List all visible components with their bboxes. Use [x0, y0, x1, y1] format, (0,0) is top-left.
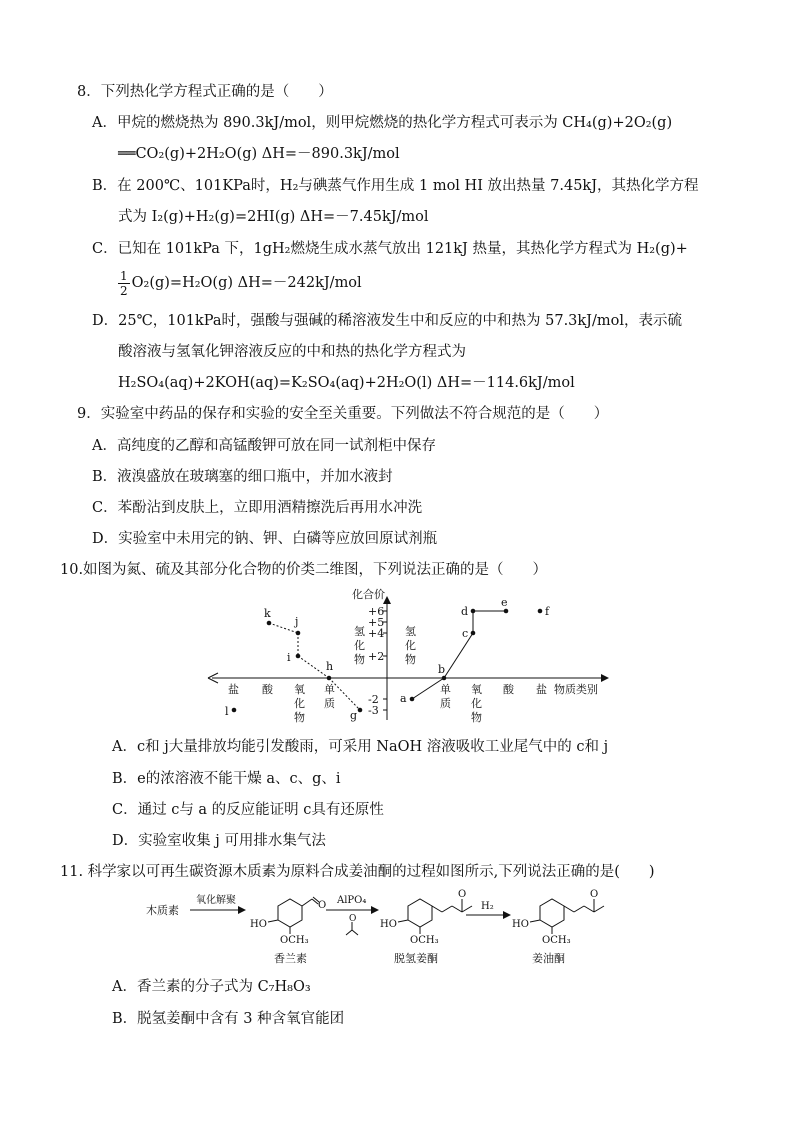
- vanillin-structure: [268, 897, 319, 934]
- hydride-label-left: 氢化物: [354, 625, 365, 666]
- point-g: [358, 708, 363, 713]
- lignin-label: 木质素: [146, 904, 179, 917]
- cat-oxide-left: 氧化物: [294, 683, 305, 724]
- cat-oxide-right: 氧化物: [471, 683, 482, 724]
- point-label-k: k: [264, 607, 271, 620]
- point-label-b: b: [438, 663, 446, 676]
- zingerone-ho: HO: [512, 919, 529, 930]
- point-a: [410, 697, 415, 702]
- dehydrozingerone-o: O: [458, 889, 467, 900]
- point-label-h: h: [326, 660, 334, 673]
- point-label-a: a: [400, 692, 407, 705]
- y-axis-title: 化合价: [352, 588, 385, 601]
- cat-acid-right: 酸: [503, 683, 514, 696]
- y-tick: +4: [368, 627, 385, 640]
- q11-stem: 11. 科学家以可再生碳资源木质素为原料合成姜油酮的过程如图所示,下列说法正确的是( ): [60, 864, 655, 880]
- point-label-g: g: [350, 709, 358, 722]
- zingerone-o: O: [590, 889, 599, 900]
- zingerone-structure: [530, 899, 604, 934]
- q11-option-b: B．脱氢姜酮中含有 3 种含氧官能团: [112, 1011, 345, 1027]
- x-axis-left-arrow: [208, 673, 218, 678]
- zingerone-label: 姜油酮: [532, 952, 565, 965]
- cat-salt-right: 盐: [536, 683, 547, 696]
- q8-option-d-line1: D．25℃，101kPa时，强酸与强碱的稀溶液发生中和反应的中和热为 57.3kJ/mol，表示硫: [92, 313, 683, 329]
- q8-option-c-line2: $\frac{1}{2}$ O₂(g)=H₂O(g) ΔH=－242kJ/mol: [120, 268, 362, 298]
- q8-option-a-line2: ══CO₂(g)+2H₂O(g) ΔH=－890.3kJ/mol: [118, 146, 400, 162]
- q8-option-a-line1: A．甲烷的燃烧热为 890.3kJ/mol，则甲烷燃烧的热化学方程式可表示为 CH₄(g)+2O₂(g): [92, 115, 673, 131]
- point-label-f: f: [545, 605, 550, 618]
- valence-category-diagram: [0, 585, 794, 730]
- point-k: [267, 621, 272, 626]
- point-label-c: c: [462, 627, 469, 640]
- q10-option-b: B．e的浓溶液不能干燥 a、c、g、i: [112, 771, 341, 787]
- cat-element-left: 单质: [324, 683, 335, 710]
- q8-stem: 8．下列热化学方程式正确的是（ ）: [77, 84, 333, 100]
- q10-stem: 10.如图为氮、硫及其部分化合物的价类二维图，下列说法正确的是（ ）: [60, 562, 548, 578]
- point-d: [471, 609, 476, 614]
- acetone-o: O: [349, 914, 357, 924]
- point-b: [442, 676, 447, 681]
- q9-option-c: C．苯酚沾到皮肤上，立即用酒精擦洗后再用水冲洗: [92, 500, 423, 516]
- dehydrozingerone-och3: OCH₃: [410, 935, 439, 946]
- zingerone-och3: OCH₃: [542, 935, 571, 946]
- point-i: [296, 654, 301, 659]
- x-axis-title: 物质类别: [554, 683, 598, 696]
- synthesis-scheme: [0, 884, 794, 968]
- q8-option-d-line3: H₂SO₄(aq)+2KOH(aq)=K₂SO₄(aq)+2H₂O(l) ΔH=－114.6kJ/mol: [118, 375, 575, 391]
- q8-option-b-line1: B．在 200℃、101KPa时，H₂与碘蒸气作用生成 1 mol HI 放出热量 7.45kJ，其热化学方程: [92, 178, 699, 194]
- fraction-one-half: $\frac{1}{2}$: [120, 268, 128, 298]
- dehydrozingerone-structure: [398, 899, 472, 934]
- vanillin-o: O: [318, 900, 327, 911]
- q9-option-b: B．液溴盛放在玻璃塞的细口瓶中，并加水液封: [92, 469, 393, 485]
- q9-option-d: D．实验室中未用完的钠、钾、白磷等应放回原试剂瓶: [92, 531, 438, 547]
- point-label-l: l: [225, 705, 229, 718]
- vanillin-och3: OCH₃: [280, 935, 309, 946]
- y-tick: +5: [368, 616, 385, 629]
- arrow1-label: 氧化解聚: [196, 895, 236, 906]
- cat-element-right: 单质: [440, 683, 451, 710]
- point-c: [471, 631, 476, 636]
- vanillin-ho: HO: [250, 919, 267, 930]
- point-e: [504, 609, 509, 614]
- q10-option-a: A．c和 j大量排放均能引发酸雨，可采用 NaOH 溶液吸收工业尾气中的 c和 j: [112, 739, 609, 755]
- y-tick: -3: [368, 704, 379, 717]
- q10-option-d: D．实验室收集 j 可用排水集气法: [112, 833, 326, 849]
- point-label-d: d: [461, 605, 469, 618]
- y-tick: +2: [368, 650, 385, 663]
- q11-option-a: A．香兰素的分子式为 C₇H₈O₃: [112, 979, 311, 995]
- cat-salt-left: 盐: [228, 683, 239, 696]
- y-tick: -2: [368, 693, 379, 706]
- q8-option-c-line1: C．已知在 101kPa 下，1gH₂燃烧生成水蒸气放出 121kJ 热量，其热化学方程式为 H₂(g)+: [92, 241, 688, 257]
- q9-option-a: A．高纯度的乙醇和高锰酸钾可放在同一试剂柜中保存: [92, 438, 436, 454]
- point-f: [538, 609, 543, 614]
- point-label-j: j: [295, 615, 299, 628]
- dehydrozingerone-label: 脱氢姜酮: [394, 952, 438, 965]
- point-j: [296, 631, 301, 636]
- point-l: [232, 708, 237, 713]
- dehydrozingerone-ho: HO: [380, 919, 397, 930]
- q8-option-d-line2: 酸溶液与氢氧化钾溶液反应的中和热的热化学方程式为: [118, 344, 466, 360]
- arrow2-reagent: AlPO₄: [337, 895, 367, 906]
- vanillin-label: 香兰素: [274, 952, 307, 965]
- cat-acid-left: 酸: [262, 683, 273, 696]
- q10-option-c: C．通过 c与 a 的反应能证明 c具有还原性: [112, 802, 384, 818]
- q8-option-b-line2: 式为 I₂(g)+H₂(g)=2HI(g) ΔH=－7.45kJ/mol: [118, 209, 429, 225]
- hydride-label-right: 氢化物: [405, 625, 416, 666]
- y-tick: +6: [368, 605, 385, 618]
- arrow3-reagent: H₂: [481, 901, 494, 912]
- point-label-e: e: [501, 596, 508, 609]
- point-label-i: i: [287, 651, 291, 664]
- point-h: [327, 676, 332, 681]
- q9-stem: 9．实验室中药品的保存和实验的安全至关重要。下列做法不符合规范的是（ ）: [77, 406, 609, 422]
